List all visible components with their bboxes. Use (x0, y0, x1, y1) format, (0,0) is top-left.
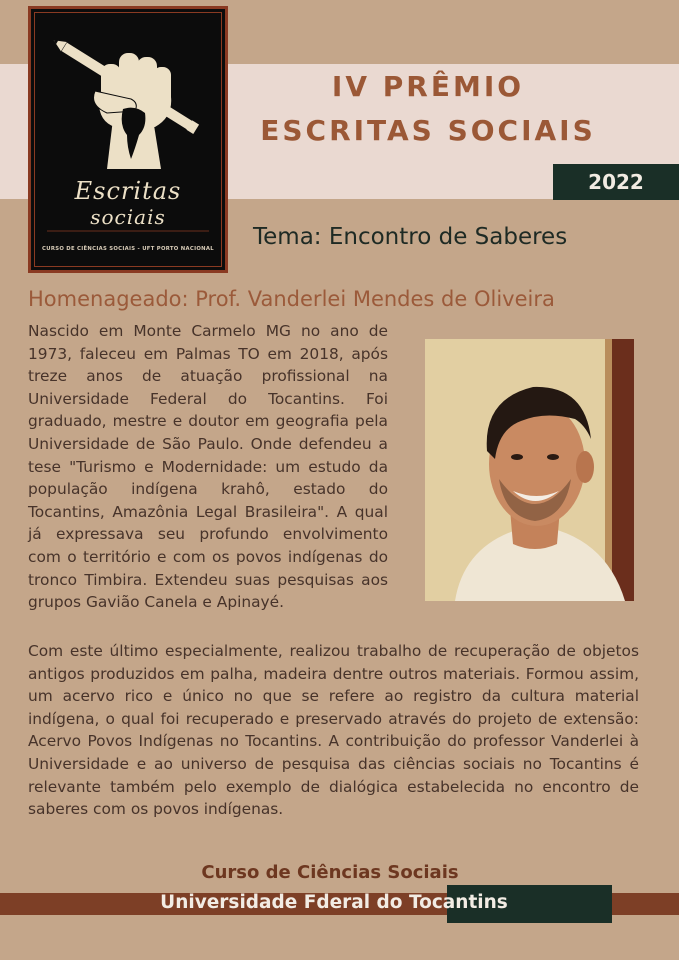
logo-title-line1: Escritas (74, 177, 182, 205)
theme-heading: Tema: Encontro de Saberes (253, 224, 568, 250)
course-name: Curso de Ciências Sociais (201, 862, 459, 883)
escritas-sociais-logo (28, 6, 228, 273)
honoree-heading: Homenageado: Prof. Vanderlei Mendes de Oliveira (28, 287, 555, 311)
honoree-photo (425, 339, 634, 601)
award-title-line1: IV PRÊMIO (331, 70, 525, 103)
logo-footer-text: CURSO DE CIÊNCIAS SOCIAIS - UFT PORTO NACIONAL (42, 246, 214, 252)
biography-paragraph-2: Com este último especialmente, realizou trabalho de recuperação de objetos antigos produzidos em palha, madeira dentre outros materiais. Formou assim, um acervo rico e único no que se refere ao registro da cultura material indígena, o qual foi recuperado e preservado através do projeto de extensão: Acervo Povos Indígenas no Tocantins. A contribuição do professor Vanderlei à Universidade e ao universo de pesquisa das ciências sociais no Tocantins é relevante também pelo exemplo de dialógica estabelecida no encontro de saberes com os povos indígenas. (28, 642, 639, 819)
award-title-line2: ESCRITAS SOCIAIS (260, 114, 596, 147)
logo-title-line2: sociais (90, 205, 166, 229)
university-name: Universidade Fderal do Tocantins (160, 892, 508, 913)
year-badge: 2022 (553, 164, 679, 200)
raised-fist-pencil-icon (31, 9, 225, 270)
biography-paragraph-1: Nascido em Monte Carmelo MG no ano de 1973, faleceu em Palmas TO em 2018, após treze anos de atuação profissional na Universidade Federal do Tocantins. Foi graduado, mestre e doutor em geografia pela Universidade de São Paulo. Onde defendeu a tese "Turismo e Modernidade: um estudo da população indígena krahô, estado do Tocantins, Amazônia Legal Brasileira". A qual já expressava seu profundo envolvimento com o território e com os povos indígenas do tronco Timbira. Extendeu suas pesquisas aos grupos Gavião Canela e Apinayé. (28, 322, 388, 612)
